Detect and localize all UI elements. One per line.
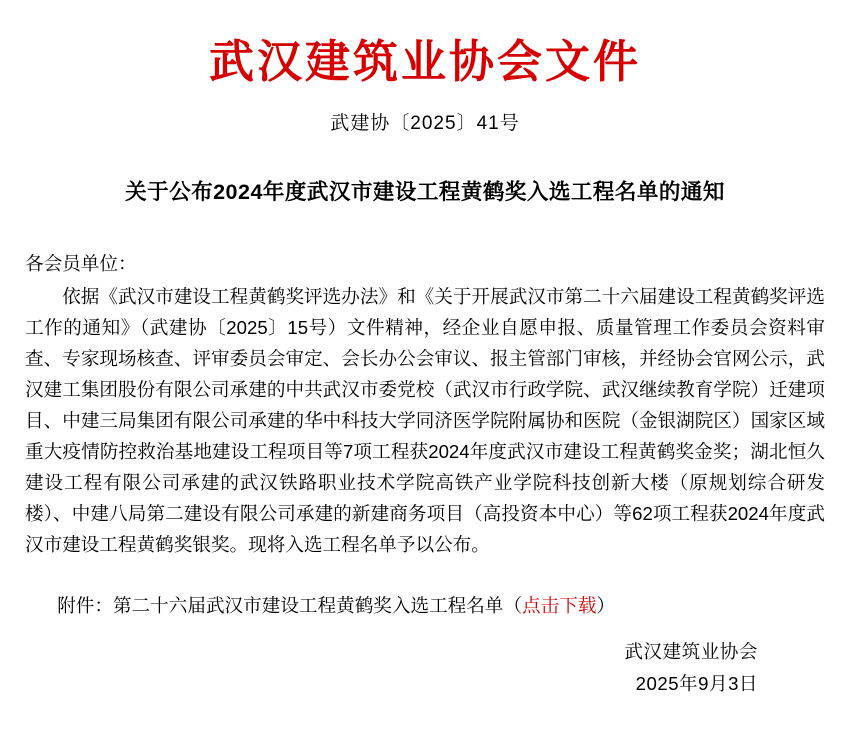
document-body	[20, 248, 830, 560]
signature-date: 2025年9月3日	[635, 673, 758, 694]
attachment-label: 附件：第二十六届武汉市建设工程黄鹤奖入选工程名单（	[57, 595, 523, 617]
body-paragraph: 依据《武汉市建设工程黄鹤奖评选办法》和《关于开展武汉市第二十六届建设工程黄鹤奖评选工作的通知》（武建协〔2025〕15号）文件精神，经企业自愿申报、质量管理工作委员会资料审查、专家现场核查、评审委员会审定、会长办公会审议、报主管部门审核，并经协会官网公示，武汉建工集团股份有限公司承建的中共武汉市委党校（武汉市行政学院、武汉继续教育学院）迁建项目、中建三局集团有限公司承建的华中科技大学同济医学院附属协和医院（金银湖院区）国家区域重大疫情防控救治基地建设工程项目等7项工程获2024年度武汉市建设工程黄鹤奖金奖；湖北恒久建设工程有限公司承建的武汉铁路职业技术学院高铁产业学院科技创新大楼（原规划综合研发楼）、中建八局第二建设有限公司承建的新建商务项目（高投资本中心）等62项工程获2024年度武汉市建设工程黄鹤奖银奖。现将入选工程名单予以公布。	[25, 286, 825, 556]
attachment-suffix: ）	[596, 595, 616, 617]
organization-title: 武汉建筑业协会文件	[208, 37, 641, 87]
signature-block	[624, 636, 758, 700]
page-title: 关于公布2024年度武汉市建设工程黄鹤奖入选工程名单的通知	[125, 180, 725, 205]
signature-organization: 武汉建筑业协会	[624, 641, 758, 662]
document-header	[20, 0, 830, 135]
salutation: 各会员单位：	[25, 253, 137, 275]
attachment-line	[20, 590, 830, 621]
document-number: 武建协〔2025〕41号	[330, 113, 520, 135]
download-link[interactable]: 点击下载	[522, 595, 597, 617]
